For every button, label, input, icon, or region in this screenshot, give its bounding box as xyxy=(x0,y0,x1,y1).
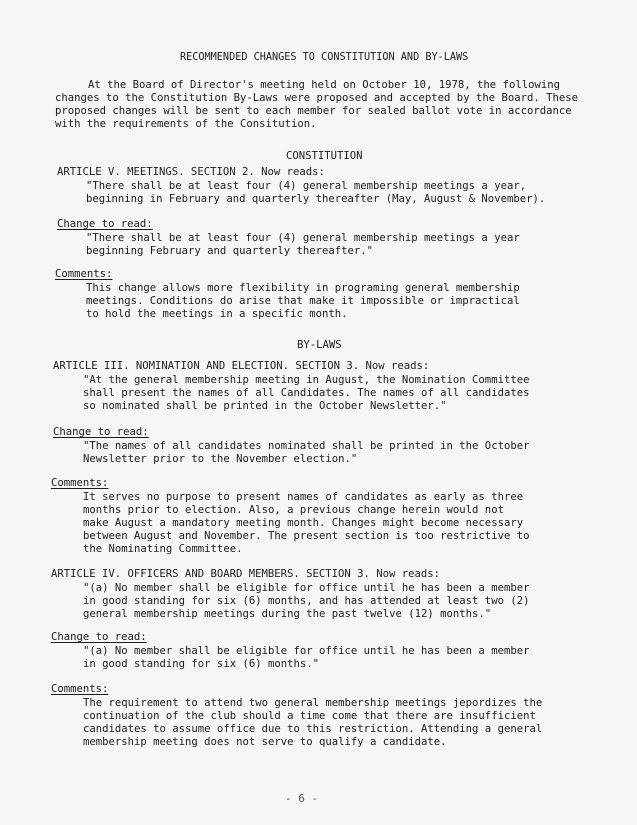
article4-now-reads-line: "(a) No member shall be eligible for office until he has been a member xyxy=(83,582,530,594)
article3-comment-line: the Nominating Committee. xyxy=(83,543,243,555)
intro-line: At the Board of Director's meeting held on October 10, 1978, the following xyxy=(88,79,560,91)
article3-now-reads-line: "At the general membership meeting in August, the Nomination Committee xyxy=(83,374,530,386)
article4-comment-line: candidates to assume office due to this restriction. Attending a general xyxy=(83,723,543,735)
intro-line: changes to the Constitution By-Laws were proposed and accepted by the Board. These xyxy=(55,92,578,104)
article4-now-reads-line: general membership meetings during the past twelve (12) months." xyxy=(83,608,492,620)
article3-comment-line: It serves no purpose to present names of candidates as early as three xyxy=(83,491,524,503)
article3-change-label: Change to read: xyxy=(53,426,149,438)
article3-comments-label: Comments: xyxy=(51,477,109,489)
bylaws-heading: BY-LAWS xyxy=(297,339,342,351)
article5-comment-line: This change allows more flexibility in programing general membership xyxy=(86,282,520,294)
article3-now-reads-line: so nominated shall be printed in the October Newsletter." xyxy=(83,400,447,412)
article4-heading: ARTICLE IV. OFFICERS AND BOARD MEMBERS. SECTION 3. Now reads: xyxy=(51,568,441,580)
article3-change-line: "The names of all candidates nominated shall be printed in the October xyxy=(83,440,530,452)
article4-change-line: "(a) No member shall be eligible for office until he has been a member xyxy=(83,645,530,657)
article3-comment-line: make August a mandatory meeting month. Changes might become necessary xyxy=(83,517,524,529)
article5-heading: ARTICLE V. MEETINGS. SECTION 2. Now reads: xyxy=(57,166,325,178)
article5-comment-line: to hold the meetings in a specific month. xyxy=(86,308,348,320)
article3-comment-line: between August and November. The present section is too restrictive to xyxy=(83,530,530,542)
article5-comment-line: meetings. Conditions do arise that make it impossible or impractical xyxy=(86,295,520,307)
article5-now-reads-line: "There shall be at least four (4) general membership meetings a year, xyxy=(86,180,527,192)
article4-now-reads-line: in good standing for six (6) months, and has attended at least two (2) xyxy=(83,595,530,607)
article5-now-reads-line: beginning in February and quarterly thereafter (May, August & November). xyxy=(86,193,546,205)
article5-comments-label: Comments: xyxy=(55,268,113,280)
article5-change-line: beginning February and quarterly thereafter." xyxy=(86,245,374,257)
document-title: RECOMMENDED CHANGES TO CONSTITUTION AND BY-LAWS xyxy=(180,52,469,63)
article4-comment-line: The requirement to attend two general membership meetings jepordizes the xyxy=(83,697,543,709)
intro-line: with the requirements of the Consitution. xyxy=(55,118,317,130)
article3-change-line: Newsletter prior to the November election." xyxy=(83,453,358,465)
article4-comment-line: membership meeting does not serve to qualify a candidate. xyxy=(83,736,447,748)
article5-change-label: Change to read: xyxy=(57,218,153,230)
page-number: - 6 - xyxy=(285,792,319,805)
article4-comment-line: continuation of the club should a time come that there are insufficient xyxy=(83,710,536,722)
article3-comment-line: months prior to election. Also, a previous change herein would not xyxy=(83,504,504,516)
article3-heading: ARTICLE III. NOMINATION AND ELECTION. SECTION 3. Now reads: xyxy=(53,360,430,372)
constitution-heading: CONSTITUTION xyxy=(286,150,363,162)
article4-change-label: Change to read: xyxy=(51,631,147,643)
article3-now-reads-line: shall present the names of all Candidates. The names of all candidates xyxy=(83,387,530,399)
article5-change-line: "There shall be at least four (4) general membership meetings a year xyxy=(86,232,520,244)
article4-comments-label: Comments: xyxy=(51,683,109,695)
article4-change-line: in good standing for six (6) months." xyxy=(83,658,319,670)
intro-line: proposed changes will be sent to each member for sealed ballot vote in accordance xyxy=(55,105,572,117)
